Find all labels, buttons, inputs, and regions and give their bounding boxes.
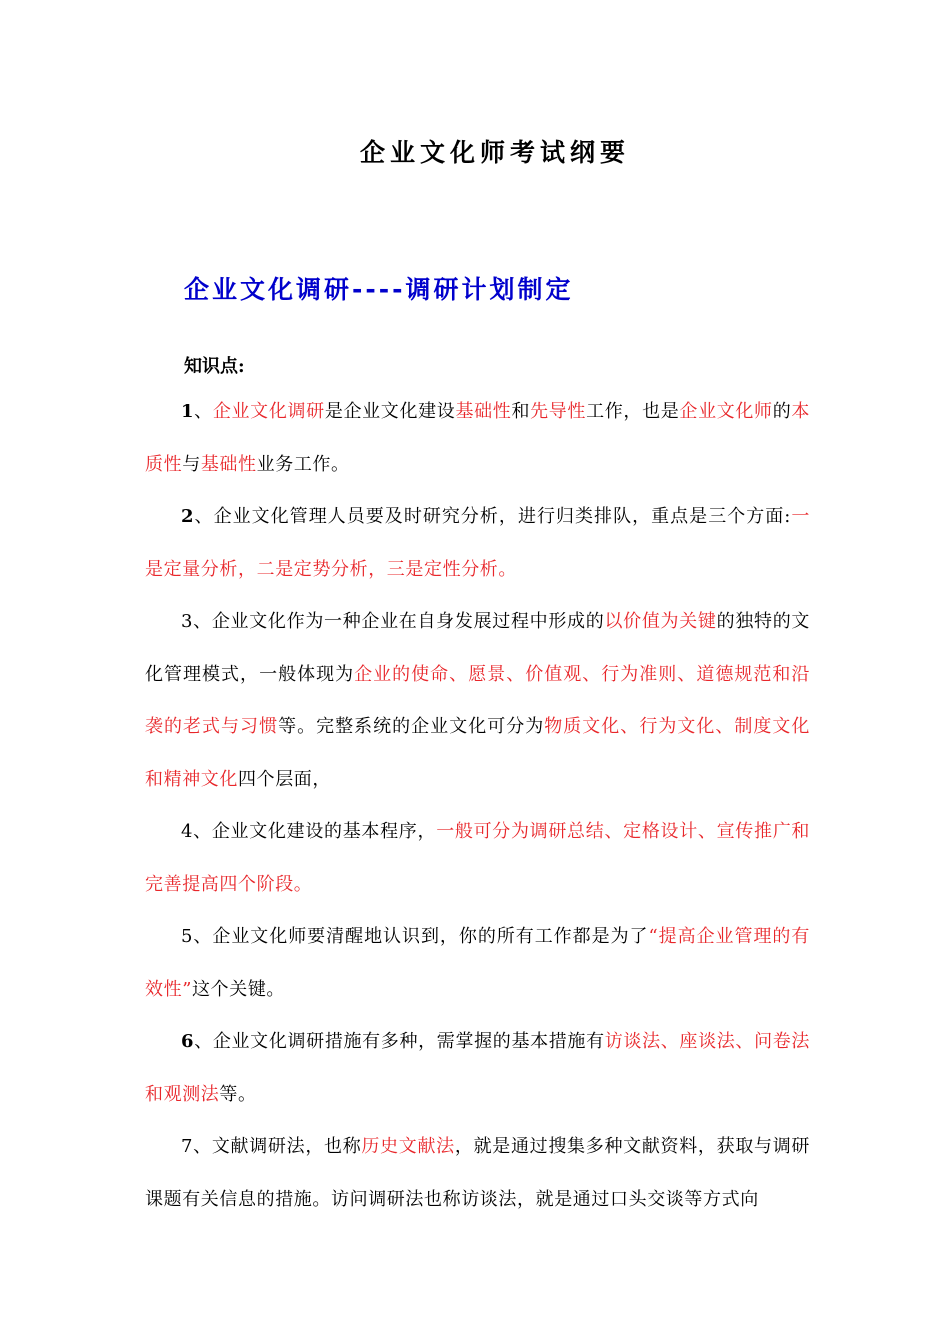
body-text: 等。完整系统的企业文化可分为: [278, 716, 545, 737]
body-text: 和: [511, 401, 531, 422]
body-text: 5、企业文化师要清醒地认识到，你的所有工作都是为了: [181, 926, 649, 947]
highlight-text: 基础性: [200, 453, 257, 475]
paragraph-2: [145, 491, 810, 596]
knowledge-points-label: 知识点:: [184, 356, 245, 377]
body-text: 的独特的文化管理模式，一般体现为: [145, 611, 811, 685]
highlight-text: 访谈法、座谈法、问卷法和观测法: [145, 1031, 810, 1105]
highlight-text: 历史文献法: [361, 1136, 455, 1157]
highlight-text: 以价值为关键: [604, 611, 717, 632]
paragraph-5: [145, 911, 810, 1016]
highlight-text: 企业的使命、愿景、价值观、行为准则、道德规范和沿袭的老式与习惯: [145, 663, 810, 737]
body-text: 与: [182, 453, 201, 475]
body-text: 这个关键。: [192, 978, 286, 1000]
paragraph-3: [145, 596, 810, 806]
body-text: 的: [772, 401, 792, 422]
highlight-text: 本质性: [145, 401, 810, 475]
highlight-text: 先导性: [530, 401, 587, 422]
body-text: 7、文献调研法，也称: [181, 1136, 362, 1157]
document-title: 企业文化师考试纲要: [359, 138, 630, 167]
body-text: 工作，也是: [586, 401, 680, 422]
body-text: 业务工作。: [256, 453, 350, 475]
body-text: 6: [181, 1031, 195, 1052]
highlight-text: 企业文化师: [679, 401, 773, 422]
highlight-text: 企业文化调研: [212, 401, 325, 422]
section-heading: 企业文化调研----调研计划制定: [184, 275, 574, 304]
highlight-text: 一是定量分析，二是定势分析，三是定性分析。: [145, 506, 810, 580]
highlight-text: 基础性: [455, 401, 512, 422]
document-body: [145, 386, 810, 1226]
body-text: 3、企业文化作为一种企业在自身发展过程中形成的: [181, 611, 605, 632]
body-text: 四个层面，: [238, 768, 331, 790]
body-text: 4、企业文化建设的基本程序，: [181, 821, 437, 842]
paragraph-7: [145, 1121, 810, 1226]
body-text: 1: [181, 401, 195, 422]
body-text: 、企业文化调研措施有多种，需掌握的基本措施有: [194, 1031, 605, 1052]
highlight-text: 物质文化、行为文化、制度文化和精神文化: [145, 716, 811, 790]
body-text: 2: [181, 506, 195, 527]
paragraph-4: [145, 806, 810, 911]
body-text: 是企业文化建设: [324, 401, 456, 422]
paragraph-1: [145, 386, 810, 491]
highlight-text: 一般可分为调研总结、定格设计、宣传推广和完善提高四个阶段。: [145, 821, 810, 895]
body-text: 等。: [219, 1083, 257, 1105]
highlight-text: “提高企业管理的有效性”: [145, 926, 810, 1000]
body-text: 、企业文化管理人员要及时研究分析，进行归类排队，重点是三个方面:: [194, 506, 791, 527]
body-text: ，就是通过搜集多种文献资料，获取与调研课题有关信息的措施。访问调研法也称访谈法，就是通过口头交谈等方式向: [145, 1136, 811, 1210]
body-text: 、: [194, 401, 213, 422]
paragraph-6: [145, 1016, 810, 1121]
